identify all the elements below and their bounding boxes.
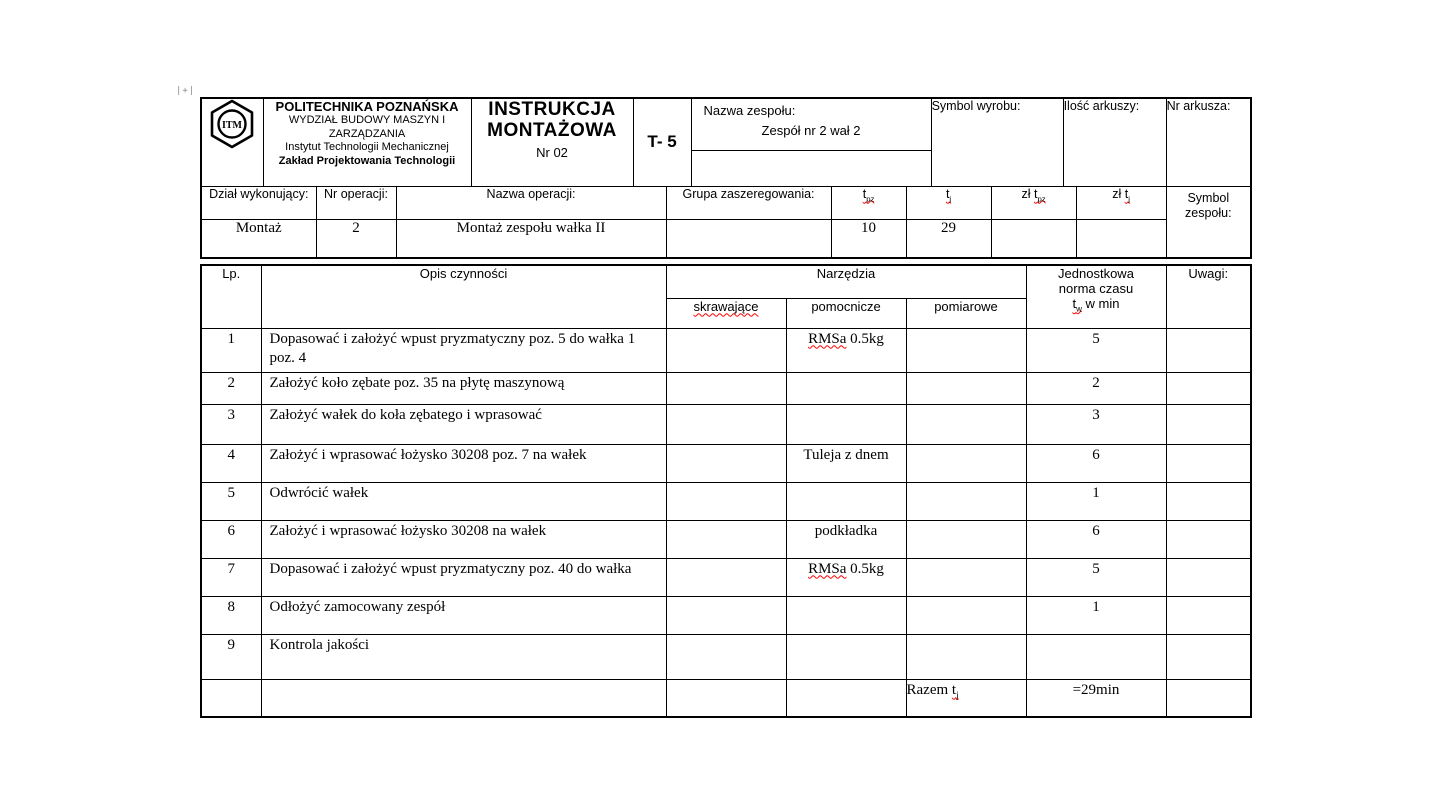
table-header-row1 <box>201 265 1251 298</box>
table-row-1: 1 Dopasować i założyć wpust pryzmatyczny poz. 5 do wałka 1 poz. 4 RMSa 0.5kg 5 <box>201 328 1251 372</box>
pomocnicze-cell: RMSa 0.5kg <box>786 328 906 372</box>
razem-value: =29min <box>1026 679 1166 717</box>
operations-table <box>200 264 1252 718</box>
svg-text:ITM: ITM <box>222 120 243 131</box>
nr-operacji-label: Nr operacji: <box>316 186 396 219</box>
tpz-label: $t_{pz}$ <box>831 186 906 219</box>
logo-cell <box>201 98 263 186</box>
table-row-6: 6 Założyć i wprasować łożysko 30208 na wałek podkładka 6 <box>201 520 1251 558</box>
grupa-value <box>666 219 831 258</box>
operation-values-row <box>201 219 1251 258</box>
table-row-total <box>201 679 1251 717</box>
zl-tj-label: zł $t_j$ <box>1076 186 1166 219</box>
table-row-5: 5 Odwrócić wałek 1 <box>201 482 1251 520</box>
nazwa-zespolu-value: Zespół nr 2 wał 2 <box>761 123 861 138</box>
ilosc-arkuszy-cell: Ilość arkuszy: <box>1063 98 1166 186</box>
pomiarowe-header: pomiarowe <box>906 298 1026 328</box>
table-row-9: 9 Kontrola jakości <box>201 634 1251 679</box>
zl-tj-value <box>1076 219 1166 258</box>
pomocnicze-cell: RMSa 0.5kg <box>786 558 906 596</box>
nazwa-operacji-value: Montaż zespołu wałka II <box>396 219 666 258</box>
faculty-line2: ZARZĄDZANIA <box>328 127 406 140</box>
zl-tpz-value <box>991 219 1076 258</box>
skrawajace-header: skrawające <box>666 298 786 328</box>
nazwa-zespolu-label: Nazwa zespołu: <box>703 103 796 118</box>
nazwa-zespolu-cell <box>691 98 931 186</box>
header-row <box>201 98 1251 186</box>
institute-line: Instytut Technologii Mechanicznej <box>285 141 449 153</box>
instruction-sheet <box>200 97 1250 718</box>
doc-title-line1: INSTRUKCJA <box>488 99 616 120</box>
tpz-value: 10 <box>831 219 906 258</box>
table-row-3: 3 Założyć wałek do koła zębatego i wprasować 3 <box>201 404 1251 444</box>
doc-code: T- 5 <box>633 98 691 186</box>
table-row-8: 8 Odłożyć zamocowany zespół 1 <box>201 596 1251 634</box>
opis-header: Opis czynności <box>261 265 666 328</box>
dzial-value: Montaż <box>201 219 316 258</box>
grupa-label: Grupa zaszeregowania: <box>666 186 831 219</box>
anchor-artifact: |+| <box>176 86 196 96</box>
operation-labels-row <box>201 186 1251 219</box>
dzial-label: Dział wykonujący: <box>201 186 316 219</box>
nazwa-operacji-label: Nazwa operacji: <box>396 186 666 219</box>
narzedzia-header: Narzędzia <box>666 265 1026 298</box>
table-row-4: 4 Założyć i wprasować łożysko 30208 poz. 7 na wałek Tuleja z dnem 6 <box>201 444 1251 482</box>
doc-title-line2: MONTAŻOWA <box>487 120 617 141</box>
doc-number: Nr 02 <box>536 145 568 160</box>
faculty-line1: WYDZIAŁ BUDOWY MASZYN I <box>288 114 446 126</box>
institution-block <box>263 98 471 186</box>
tj-label: $t_j$ <box>906 186 991 219</box>
department-line: Zakład Projektowania Technologii <box>278 154 456 167</box>
zl-tpz-label: zł $t_{pz}$ <box>991 186 1076 219</box>
uwagi-header: Uwagi: <box>1166 265 1251 328</box>
nr-operacji-value: 2 <box>316 219 396 258</box>
table-row-2: 2 Założyć koło zębate poz. 35 na płytę maszynową 2 <box>201 372 1251 404</box>
norma-header: Jednostkowa norma czasu $t_w$ w min <box>1026 265 1166 328</box>
lp-header: Lp. <box>201 265 261 328</box>
symbol-zespolu-cell: Symbol zespołu: <box>1166 186 1251 258</box>
table-row-7: 7 Dopasować i założyć wpust pryzmatyczny poz. 40 do wałka RMSa 0.5kg 5 <box>201 558 1251 596</box>
symbol-wyrobu-cell: Symbol wyrobu: <box>931 98 1063 186</box>
pomocnicze-header: pomocnicze <box>786 298 906 328</box>
institution-name: POLITECHNIKA POZNAŃSKA <box>275 99 459 114</box>
tj-value: 29 <box>906 219 991 258</box>
itm-logo-icon <box>208 99 256 149</box>
nr-arkusza-cell: Nr arkusza: <box>1166 98 1251 186</box>
doc-title-cell <box>471 98 633 186</box>
razem-label: Razem $t_j$ <box>906 679 1026 717</box>
header-table <box>200 97 1252 259</box>
